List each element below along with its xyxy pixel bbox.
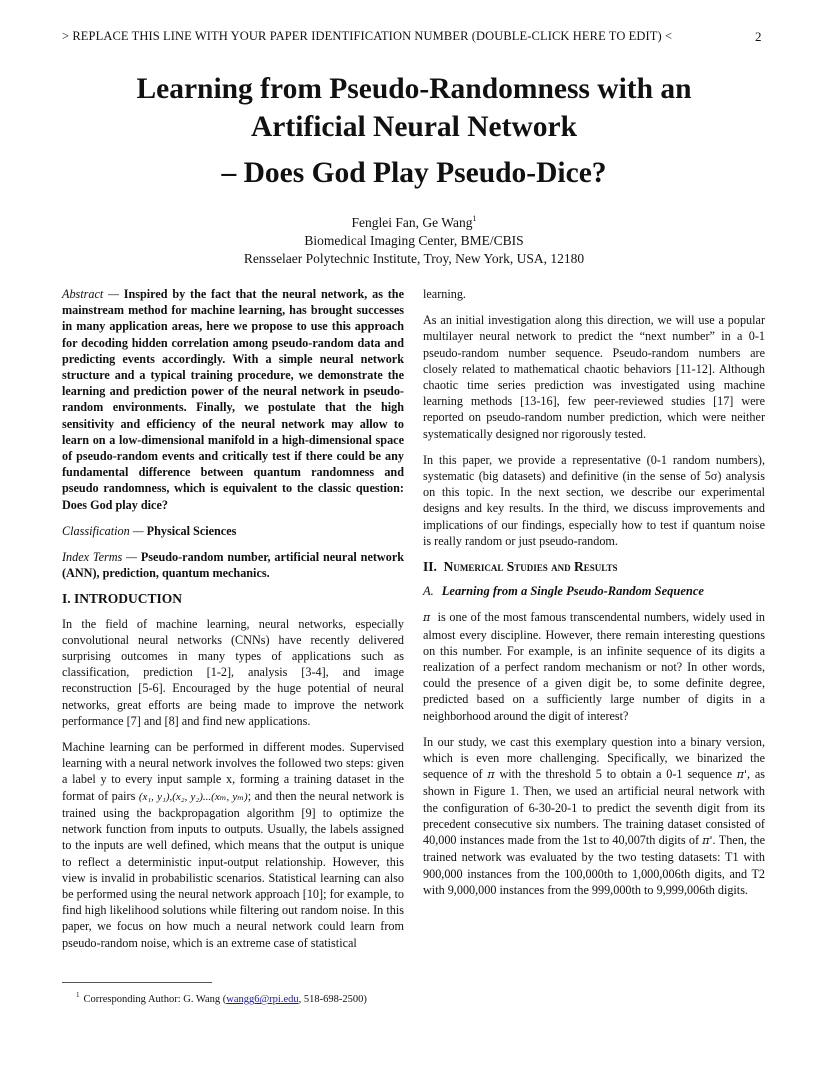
title-line-1: Learning from Pseudo-Randomness with an <box>136 73 692 105</box>
results-paragraph-1: π is one of the most famous transcendental numbers, widely used in almost every discipline. However, there remain interesting questions on this number. For example, is an infinite sequence of its digits a realization of a perfect random mechanism or not? In other words, could the presence of a given digit be, to some definite degree, predicted based on a sufficiently large number of digits in a neighborhood around the digit of interest? <box>423 610 765 723</box>
classification-label: Classification — <box>62 523 144 538</box>
page-number: 2 <box>755 29 762 44</box>
pi-prime-symbol: π' <box>702 834 713 848</box>
index-terms-value: Pseudo-random number, artificial neural network (ANN), prediction, quantum mechanics. <box>62 550 405 581</box>
footnote-mark: 1 <box>76 991 80 999</box>
intro-paragraph-4: In this paper, we provide a representative (0-1 random numbers), systematic (big datasets) and definitive (in the sense of 5σ) analysis on this topic. In the next section, we describe our experimental designs and key results. In the third, we discuss improvements and implications of our findings, especially how to test if quantum noise is really random or just pseudo-random. <box>423 452 765 548</box>
training-pairs-formula: (x₁, y₁),(x₂, y₂)...(xₘ, yₘ) <box>138 790 248 803</box>
right-column <box>423 286 765 908</box>
author-block <box>40 210 788 268</box>
abstract <box>62 286 404 513</box>
footnote-divider <box>62 982 212 983</box>
title-line-3: – Does God Play Pseudo-Dice? <box>221 157 607 189</box>
pi-symbol: π <box>423 611 431 625</box>
pi-prime-symbol: π' <box>736 768 748 782</box>
affiliation-line-1: Biomedical Imaging Center, BME/CBIS <box>304 233 524 248</box>
title-line-2: Artificial Neural Network <box>250 111 578 143</box>
intro-paragraph-2: Machine learning can be performed in different modes. Supervised learning with a neural network involves the followed two steps: given a label y to every input sample x, forming a training dataset in the format of pairs (x₁, y₁),(x₂, y₂)...(xₘ, yₘ); and then the neural network is trained using the backpropagation algorithm [9] to optimize the network function from inputs to outputs. Usually, the labels assigned to the inputs are well defined, which means that the output is unique to reflect a deterministic input-output relationship. However, this view is invalid in probabilistic scenarios. Statistical learning can also be performed using the neural network approach [10]; for example, to find high likelihood solutions while filtering out random noise. In this paper, we focus on how much a neural network could learn from pseudo-random noise, which is an extreme case of statistical <box>62 740 405 950</box>
author-footnote-mark: 1 <box>472 214 477 223</box>
pi-symbol: π <box>487 768 495 782</box>
index-terms <box>62 549 404 581</box>
section-heading-numerical-studies: II. Numerical Studies and Results <box>423 559 618 575</box>
results-paragraph-2: In our study, we cast this exemplary question into a binary version, which is even more challenging. Specifically, we binarized the sequence of π with the threshold 5 to obtain a 0-1 sequence π', as shown in Figure 1. Then, we used an artificial neural network with the configuration of 6-30-20-1 to predict the seventh digit from its precedent consecutive six numbers. The training dataset consisted of 40,000 instances made from the 1st to 40,007th digits of π'. Then, the trained network was evaluated by the two testing datasets: T1 with 900,000 instances from the 100,000th to 1,000,006th digits, and T2 with 9,000,000 instances from the 999,000th to 9,999,006th digits. <box>423 734 766 897</box>
intro-paragraph-3: As an initial investigation along this direction, we will use a popular multilayer neural network to predict the “next number” in a 0-1 pseudo-random number sequence. Pseudo-random numbers are closely related to mathematical chaotic behaviors [11-12]. Although chaotic time series prediction was investigated using machine learning methods [13-16], few peer-reviewed studies [17] were reported on pseudo-random number prediction, which were neither systematically designed nor rigorously tested. <box>423 313 765 441</box>
classification <box>62 523 404 539</box>
classification-value: Physical Sciences <box>146 523 237 538</box>
index-terms-label: Index Terms — <box>62 550 137 565</box>
abstract-label: Abstract — <box>62 287 119 301</box>
left-column <box>62 286 404 961</box>
paper-title <box>40 70 788 192</box>
affiliation-line-2: Rensselaer Polytechnic Institute, Troy, New York, USA, 12180 <box>243 251 585 266</box>
footnote: $^1$ Corresponding Author: G. Wang (wangg6@rpi.edu, 518-698-2500) <box>76 991 367 1005</box>
author-email-link[interactable]: wangg6@rpi.edu <box>226 994 299 1005</box>
section-heading-introduction: I. INTRODUCTION <box>62 591 183 607</box>
paper-id-header: > REPLACE THIS LINE WITH YOUR PAPER IDENTIFICATION NUMBER (DOUBLE-CLICK HERE TO EDIT) < <box>62 29 673 43</box>
intro-paragraph-1: In the field of machine learning, neural networks, especially convolutional neural networks (CNNs) have recently delivered surprising outcomes in many types of applications such as classification, prediction [1-2], analysis [3-4], and image reconstruction [5-6]. Encouraged by the huge potential of neural networks, great efforts are being made to improve the network performance [7] and [8] and find new applications. <box>62 616 404 728</box>
intro-paragraph-2-continued: learning. <box>423 287 466 301</box>
subsection-heading-single-sequence: A. Learning from a Single Pseudo-Random Sequence <box>423 584 704 599</box>
abstract-text: Inspired by the fact that the neural network, as the mainstream method for machine learning, has brought successes in many application areas, here we propose to use this approach for decoding hidden correlation among pseudo-random data and predicting events accordingly. With a simple neural network structure and a typical training procedure, we demonstrate the learning and prediction power of the neural network in pseudo-random environments. Finally, we postulate that the high sensitivity and efficiency of the neural network may allow to learn on a low-dimensional manifold in a high-dimensional space of pseudo-random events and critically test if there could be any fundamental difference between quantum randomness and pseudo randomness, which is equivalent to the classic question: Does God play dice? <box>62 287 404 512</box>
author-names: Fenglei Fan, Ge Wang$^1$ <box>351 214 477 230</box>
